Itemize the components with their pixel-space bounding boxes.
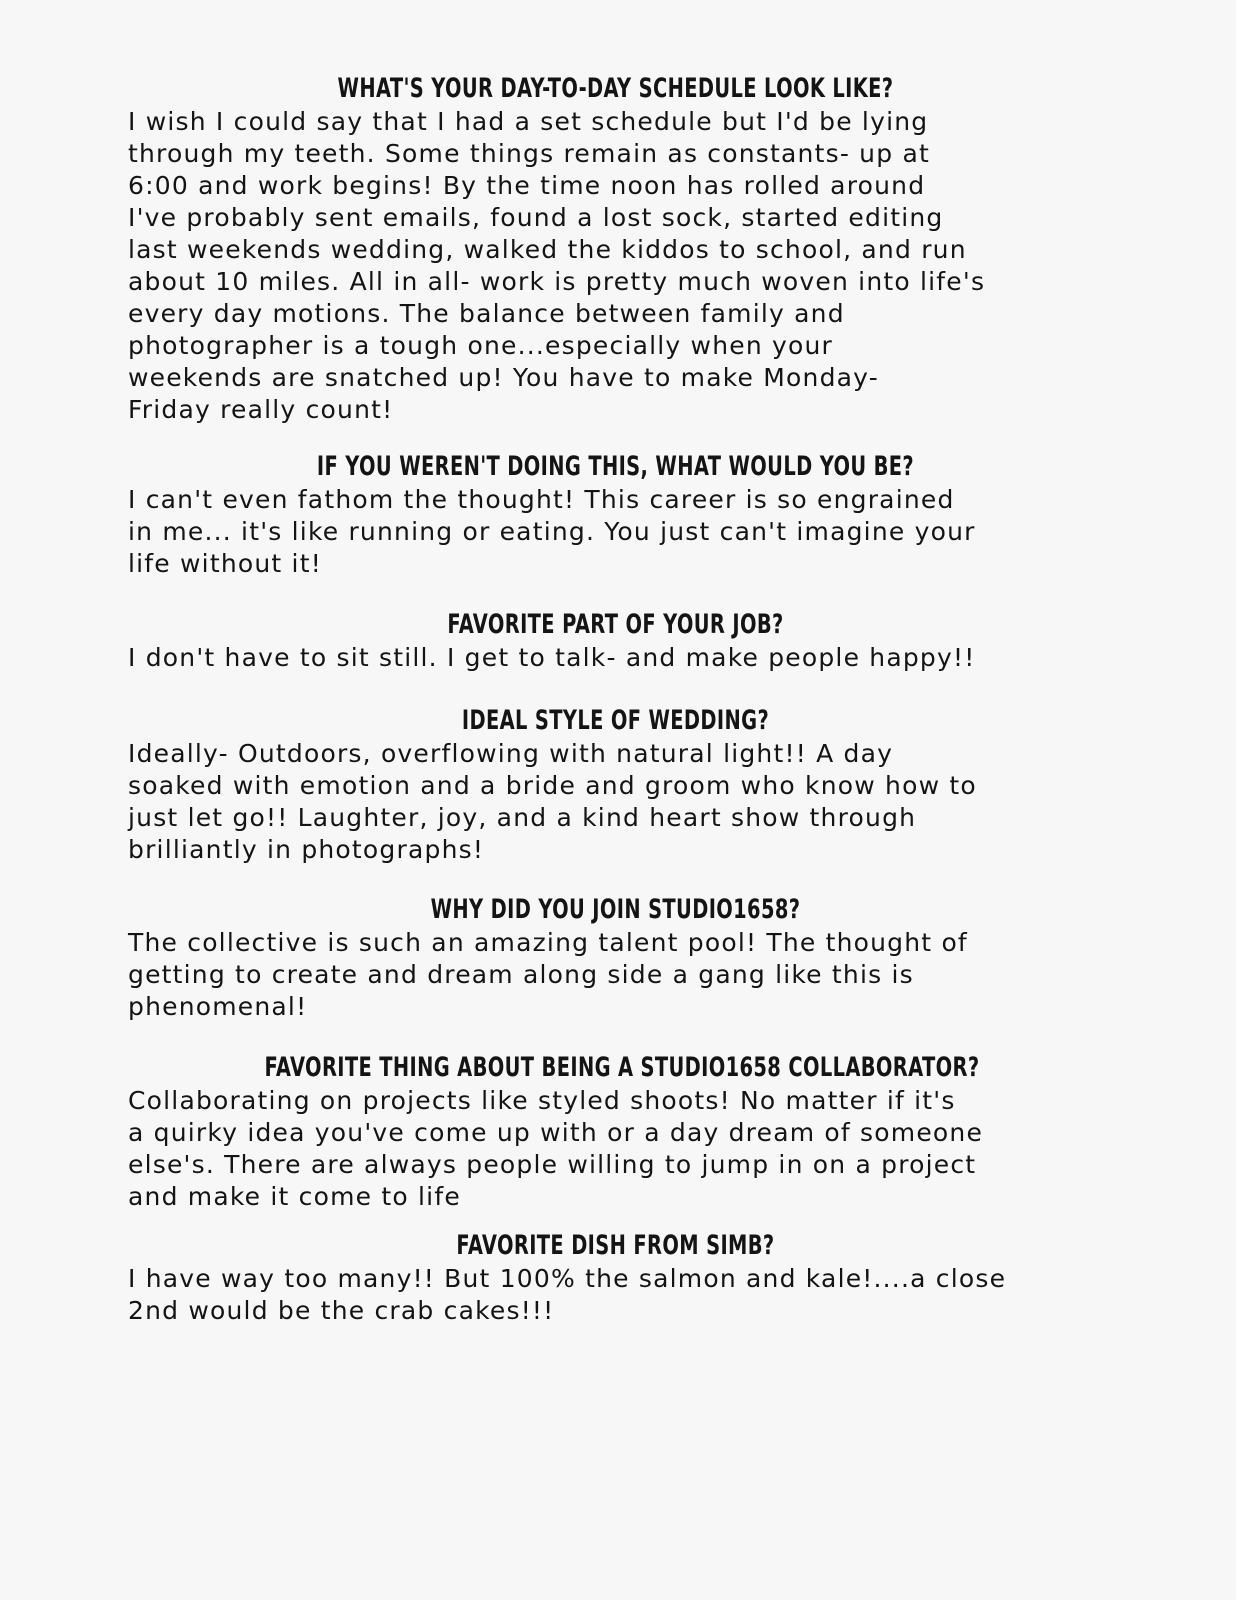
qa-section-collaborator [128, 1051, 1103, 1213]
answer-line: I have way too many!! But 100% the salmon and kale!....a close [128, 1264, 1007, 1293]
qa-section-favorite-part [128, 608, 1103, 674]
answer-line: every day motions. The balance between family and [128, 299, 845, 328]
qa-section-why-join [128, 893, 1103, 1023]
answer-line: through my teeth. Some things remain as constants- up at [128, 139, 930, 168]
question-heading: IDEAL STYLE OF WEDDING? [461, 705, 770, 736]
answer-line: soaked with emotion and a bride and groom who know how to [128, 771, 977, 800]
answer-line: life without it! [128, 549, 322, 578]
answer-text [128, 738, 1103, 866]
answer-line: else's. There are always people willing to jump in on a project [128, 1150, 977, 1179]
question-heading: FAVORITE THING ABOUT BEING A STUDIO1658 COLLABORATOR? [264, 1052, 980, 1083]
answer-line: last weekends wedding, walked the kiddos to school, and run [128, 235, 967, 264]
answer-line: in me... it's like running or eating. You just can't imagine your [128, 517, 976, 546]
answer-line: getting to create and dream along side a gang like this is [128, 960, 914, 989]
answer-line: phenomenal! [128, 992, 308, 1021]
question-heading: WHAT'S YOUR DAY-TO-DAY SCHEDULE LOOK LIKE? [337, 73, 894, 104]
answer-line: photographer is a tough one...especially when your [128, 331, 834, 360]
answer-line: I wish I could say that I had a set schedule but I'd be lying [128, 107, 929, 136]
question-heading: IF YOU WEREN'T DOING THIS, WHAT WOULD YOU BE? [316, 451, 915, 482]
answer-line: a quirky idea you've come up with or a day dream of someone [128, 1118, 984, 1147]
qa-section-favorite-dish [128, 1229, 1103, 1327]
answer-line: I don't have to sit still. I get to talk- and make people happy!! [128, 643, 976, 672]
answer-line: I've probably sent emails, found a lost sock, started editing [128, 203, 944, 232]
qa-section-ideal-wedding [128, 704, 1103, 866]
answer-line: Ideally- Outdoors, overflowing with natural light!! A day [128, 739, 894, 768]
answer-line: I can't even fathom the thought! This career is so engrained [128, 485, 955, 514]
answer-text [128, 642, 1103, 674]
qa-section-alternative-career [128, 450, 1103, 580]
answer-text [128, 1263, 1103, 1327]
answer-text [128, 484, 1103, 580]
question-heading: WHY DID YOU JOIN STUDIO1658? [430, 894, 801, 925]
answer-line: and make it come to life [128, 1182, 461, 1211]
answer-line: brilliantly in photographs! [128, 835, 485, 864]
answer-line: Collaborating on projects like styled shoots! No matter if it's [128, 1086, 956, 1115]
answer-text [128, 927, 1103, 1023]
answer-line: 2nd would be the crab cakes!!! [128, 1296, 555, 1325]
answer-line: weekends are snatched up! You have to make Monday- [128, 363, 879, 392]
question-heading: FAVORITE PART OF YOUR JOB? [447, 609, 784, 640]
answer-line: just let go!! Laughter, joy, and a kind heart show through [128, 803, 917, 832]
answer-text [128, 106, 1103, 426]
answer-line: about 10 miles. All in all- work is pretty much woven into life's [128, 267, 986, 296]
answer-line: 6:00 and work begins! By the time noon has rolled around [128, 171, 926, 200]
answer-line: Friday really count! [128, 395, 394, 424]
answer-text [128, 1085, 1103, 1213]
question-heading: FAVORITE DISH FROM SIMB? [456, 1230, 775, 1261]
answer-line: The collective is such an amazing talent pool! The thought of [128, 928, 968, 957]
qa-section-schedule [128, 72, 1103, 426]
